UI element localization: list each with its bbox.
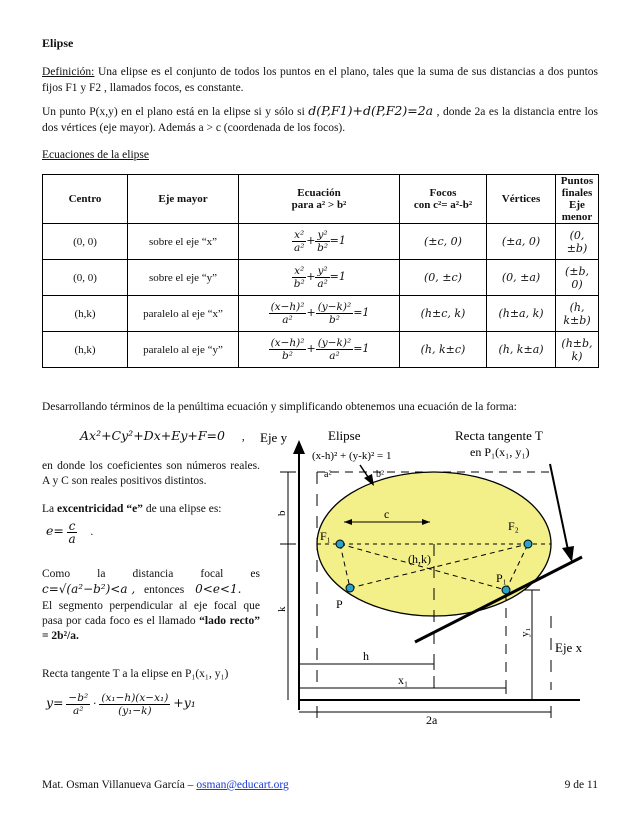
- latus-text: El segmento perpendicular al eje focal que pasa por cada foco es el llamado: [42, 600, 260, 627]
- tangent-formula: [46, 692, 196, 717]
- cell-vertices: (0, ±a): [487, 260, 556, 296]
- eq-num-2: (y−k)²: [317, 301, 352, 313]
- cell-eje-mayor: sobre el eje “y”: [128, 260, 239, 296]
- y-axis-arrow: [293, 440, 305, 454]
- cell-vertices: (±a, 0): [487, 224, 556, 260]
- eq-rhs: =1: [353, 342, 370, 356]
- eq-rhs: =1: [329, 270, 346, 284]
- footer-author-name: Mat. Osman Villanueva García –: [42, 779, 197, 791]
- cell-focos: (h, k±c): [400, 332, 487, 368]
- cell-vertices: (h±a, k): [487, 296, 556, 332]
- ecc-text-1: La: [42, 503, 58, 515]
- f1-label: F₁: [320, 529, 331, 543]
- h-label: h: [363, 649, 369, 663]
- c-label: c: [384, 507, 390, 521]
- page-title: Elipse: [42, 36, 74, 50]
- eq-den-1: a²: [293, 242, 305, 254]
- table-row: [43, 260, 599, 296]
- latus-bold: “lado recto” = 2b²/a.: [42, 615, 260, 642]
- condition-formula: d(P,F1)+d(P,F2)=2a: [308, 103, 434, 118]
- focal-line: [42, 582, 241, 596]
- b-label: b: [276, 510, 288, 516]
- tangent-text: Recta tangente T a la elipse en P₁(x₁, y₁): [42, 668, 229, 680]
- ecc-lhs: e=: [46, 523, 64, 539]
- eq-den-1: b²: [293, 278, 305, 290]
- k-label: k: [276, 606, 288, 612]
- tangent-frac1-num: −b²: [68, 692, 89, 704]
- cell-eje-menor: (h, k±b): [556, 296, 599, 332]
- cell-focos: (±c, 0): [400, 224, 487, 260]
- tangent-label-2: en P₁(x₁, y₁): [470, 445, 530, 459]
- p1-label: P₁: [496, 571, 507, 585]
- condition-paragraph: [42, 103, 598, 136]
- 2a-label: 2a: [426, 713, 438, 725]
- eq-plus: +: [306, 342, 316, 356]
- figure-eq-top: (x-h)² + (y-k)² = 1: [312, 450, 392, 462]
- cell-vertices: (h, k±a): [487, 332, 556, 368]
- header-focos: Focos con c²= a²-b²: [400, 175, 487, 224]
- general-equation: [80, 428, 245, 443]
- eje-x-label: Eje x: [555, 640, 583, 655]
- focus-1-point: [336, 540, 344, 548]
- coefficients-text: en donde los coeficientes son números reales. A y C son reales positivos distintos.: [42, 460, 260, 487]
- condition-before: Un punto P(x,y) en el plano está en la elipse si y sólo si: [42, 106, 305, 118]
- cell-ecuacion: [239, 224, 400, 260]
- eccentricity-text: [42, 502, 260, 517]
- focal-text-1: Como la distancia focal es: [42, 568, 260, 580]
- header-ecuacion: Ecuación para a² > b²: [239, 175, 400, 224]
- eq-plus: +: [306, 270, 316, 284]
- header-vertices: Vértices: [487, 175, 556, 224]
- cell-eje-menor: (±b, 0): [556, 260, 599, 296]
- condition-after: , donde 2a es la distancia entre los dos vértices (eje mayor). Además a > c (coordenada de los focos).: [42, 106, 598, 134]
- eq-num-1: x²: [294, 229, 305, 241]
- cell-ecuacion: [239, 260, 400, 296]
- ellipse-figure: [250, 420, 610, 725]
- tangent-frac2-den: (y₁−k): [118, 705, 152, 717]
- tangent-dot: ·: [93, 697, 97, 711]
- eq-num-2: y²: [317, 229, 328, 241]
- f2-label: F₂: [508, 519, 519, 533]
- tangent-lhs: y=: [46, 695, 64, 711]
- eq-num-2: (y−k)²: [317, 337, 352, 349]
- eq-den-2: a²: [317, 278, 328, 290]
- eq-plus: +: [306, 306, 316, 320]
- eje-y-label: Eje y: [260, 430, 288, 445]
- cell-centro: (0, 0): [43, 260, 128, 296]
- general-eq-formula: Ax²+Cy²+Dx+Ey+F=0: [80, 428, 225, 443]
- p-label: P: [336, 597, 343, 611]
- table-row: [43, 296, 599, 332]
- cell-eje-menor: (0, ±b): [556, 224, 599, 260]
- eq-den-2: b²: [317, 242, 329, 254]
- header-centro: Centro: [43, 175, 128, 224]
- tangent-label-1: Recta tangente T: [455, 428, 543, 443]
- eq-den-2: b²: [328, 314, 340, 326]
- tangent-frac2-num: (x₁−h)(x−x₁): [101, 692, 169, 704]
- cell-eje-mayor: paralelo al eje “x”: [128, 296, 239, 332]
- header-eje-menor: Puntos finales Eje menor: [556, 175, 599, 224]
- cell-eje-mayor: sobre el eje “x”: [128, 224, 239, 260]
- footer-email-link[interactable]: osman@educart.org: [196, 779, 289, 791]
- eq-rhs: =1: [353, 306, 370, 320]
- eq-den-1: b²: [282, 350, 293, 362]
- table-row: [43, 224, 599, 260]
- footer-author: [42, 779, 289, 791]
- elipse-label: Elipse: [328, 428, 361, 443]
- cell-ecuacion: [239, 332, 400, 368]
- equations-heading: Ecuaciones de la elipse: [42, 149, 149, 161]
- ecc-num: c: [68, 519, 76, 533]
- latus-rectum-text: [42, 599, 260, 644]
- cell-focos: (0, ±c): [400, 260, 487, 296]
- cell-centro: (h,k): [43, 332, 128, 368]
- point-p: [346, 584, 354, 592]
- table-row: [43, 332, 599, 368]
- cell-eje-mayor: paralelo al eje “y”: [128, 332, 239, 368]
- developing-text: Desarrollando términos de la penúltima ecuación y simplificando obtenemos una ecuación de la forma:: [42, 401, 517, 413]
- ellipse-equations-table: [42, 174, 599, 368]
- cell-focos: (h±c, k): [400, 296, 487, 332]
- eq-num-2: y²: [317, 265, 328, 277]
- cell-centro: (h,k): [43, 296, 128, 332]
- page-number: 9 de 11: [564, 779, 598, 791]
- eccentricity-formula: e= $\frac{c}{a}$ .: [46, 519, 94, 546]
- ecc-text-2: de una elipse es:: [142, 503, 222, 515]
- cell-centro: (0, 0): [43, 224, 128, 260]
- focus-2-point: [524, 540, 532, 548]
- x1-label: x₁: [398, 673, 409, 687]
- y1-label: y₁: [519, 627, 531, 637]
- focal-formula: c=√(a²−b²)<a ,: [42, 582, 136, 596]
- definition-text: Una elipse es el conjunto de todos los puntos en el plano, tales que la suma de sus distancias a dos puntos fijos F1 y F2 , llamados focos, es constante.: [42, 66, 598, 94]
- focal-text-2: entonces: [144, 584, 185, 596]
- tangent-rhs: +y₁: [173, 695, 196, 711]
- eq-den-1: a²: [282, 314, 293, 326]
- ecc-den: a: [68, 532, 76, 546]
- focal-inequality: 0<e<1.: [195, 582, 242, 596]
- eq-den-2: a²: [329, 350, 340, 362]
- tangent-arrowhead: [562, 546, 574, 562]
- definition-paragraph: [42, 64, 598, 96]
- eq-rhs: =1: [329, 234, 346, 248]
- eq-plus: +: [306, 234, 316, 248]
- center-label: (h,k): [408, 552, 431, 566]
- tangent-frac1-den: a²: [73, 705, 84, 717]
- figure-eq-den-a: a²: [324, 469, 332, 480]
- point-p1: [502, 586, 510, 594]
- header-eje-mayor: Eje mayor: [128, 175, 239, 224]
- figure-eq-den-b: b²: [376, 469, 384, 480]
- ecc-bold: excentricidad “e”: [57, 503, 143, 515]
- tangent-label-arrow: [550, 464, 568, 550]
- general-eq-sep: ,: [241, 431, 245, 443]
- cell-eje-menor: (h±b, k): [556, 332, 599, 368]
- eq-num-1: (x−h)²: [270, 301, 305, 313]
- eq-num-1: x²: [294, 265, 305, 277]
- eq-num-1: (x−h)²: [270, 337, 305, 349]
- definition-label: Definición:: [42, 66, 95, 78]
- cell-ecuacion: [239, 296, 400, 332]
